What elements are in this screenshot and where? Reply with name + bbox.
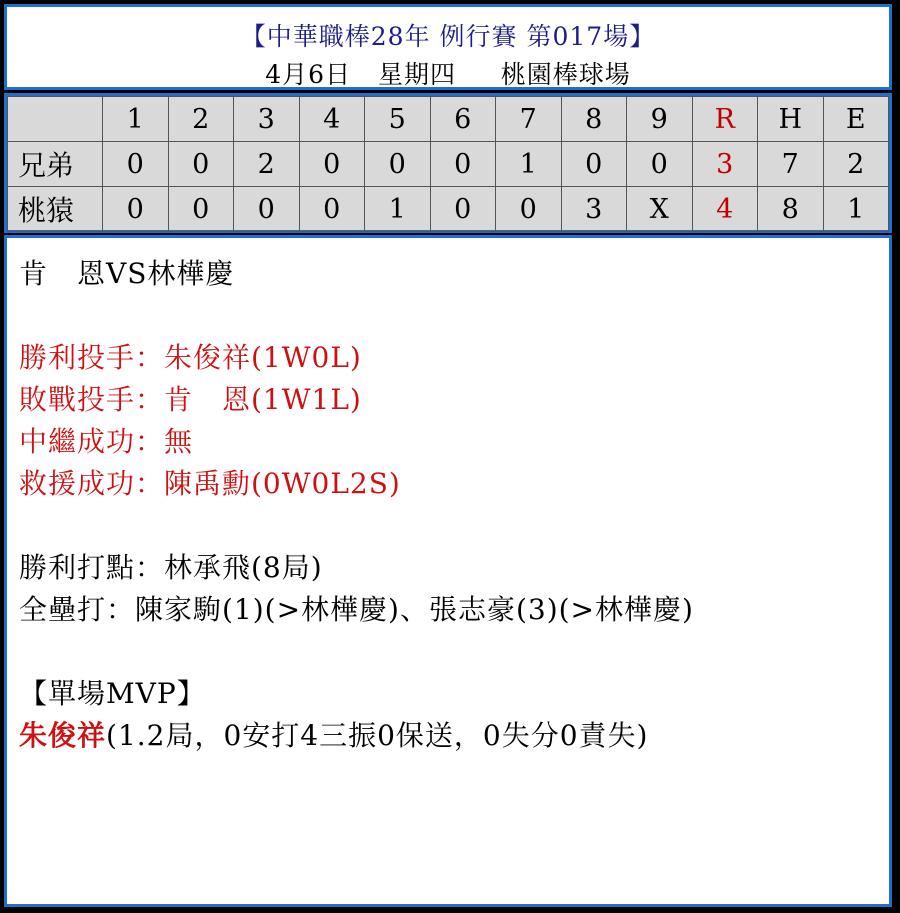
total-runs: 4 [692,187,758,232]
inning-score: 1 [365,187,431,232]
home-runs: 全壘打：陳家駒(1)(>林樺慶)、張志豪(3)(>林樺慶) [19,593,694,626]
col-header: 5 [365,97,431,142]
inning-score: 2 [234,142,300,187]
winning-rbi: 勝利打點：林承飛(8局) [19,551,323,584]
col-header: 4 [299,97,365,142]
col-header: 8 [561,97,627,142]
col-header-errors: E [823,97,889,142]
mvp-line [19,714,648,754]
game-venue: 桃園棒球場 [500,60,631,89]
inning-score: 0 [103,187,169,232]
corner-cell [8,97,103,142]
scoreboard-table [7,96,889,232]
inning-score: 0 [365,142,431,187]
team-name: 兄弟 [8,142,103,187]
winning-pitcher: 勝利投手：朱俊祥(1W0L) [19,341,362,374]
col-header-runs: R [692,97,758,142]
col-header: 9 [627,97,693,142]
game-date: 4月6日 [265,60,352,89]
inning-score: 0 [430,142,496,187]
game-info [7,55,889,91]
col-header: 1 [103,97,169,142]
col-header: 3 [234,97,300,142]
inning-score: 0 [234,187,300,232]
mvp-name: 朱俊祥 [19,719,107,752]
col-header-hits: H [758,97,824,142]
total-errors: 1 [823,187,889,232]
scoreboard [4,93,892,233]
total-errors: 2 [823,142,889,187]
scoreboard-row-home [8,187,889,232]
save-record: 救援成功：陳禹勳(0W0L2S) [19,467,401,500]
inning-score: 0 [299,187,365,232]
mvp-header: 【單場MVP】 [19,677,206,710]
col-header: 7 [496,97,562,142]
inning-score: X [627,187,693,232]
game-weekday: 星期四 [377,60,456,89]
pitching-matchup: 肯 恩VS林樺慶 [19,257,235,290]
inning-score: 3 [561,187,627,232]
scoreboard-row-away [8,142,889,187]
inning-score: 0 [496,187,562,232]
total-hits: 7 [758,142,824,187]
team-name: 桃猿 [8,187,103,232]
inning-score: 0 [168,187,234,232]
mvp-stats: (1.2局，0安打4三振0保送，0失分0責失) [106,719,649,752]
inning-score: 0 [168,142,234,187]
inning-score: 0 [430,187,496,232]
inning-score: 0 [299,142,365,187]
inning-score: 1 [496,142,562,187]
losing-pitcher: 敗戰投手：肯 恩(1W1L) [19,383,362,416]
game-title: 【中華職棒28年 例行賽 第017場】 [240,22,656,51]
col-header: 2 [168,97,234,142]
total-runs: 3 [692,142,758,187]
inning-score: 0 [103,142,169,187]
col-header: 6 [430,97,496,142]
scoreboard-header-row [8,97,889,142]
hold-record: 中繼成功：無 [19,425,194,458]
inning-score: 0 [627,142,693,187]
inning-score: 0 [561,142,627,187]
game-header [4,4,892,90]
total-hits: 8 [758,187,824,232]
game-summary [4,235,892,907]
